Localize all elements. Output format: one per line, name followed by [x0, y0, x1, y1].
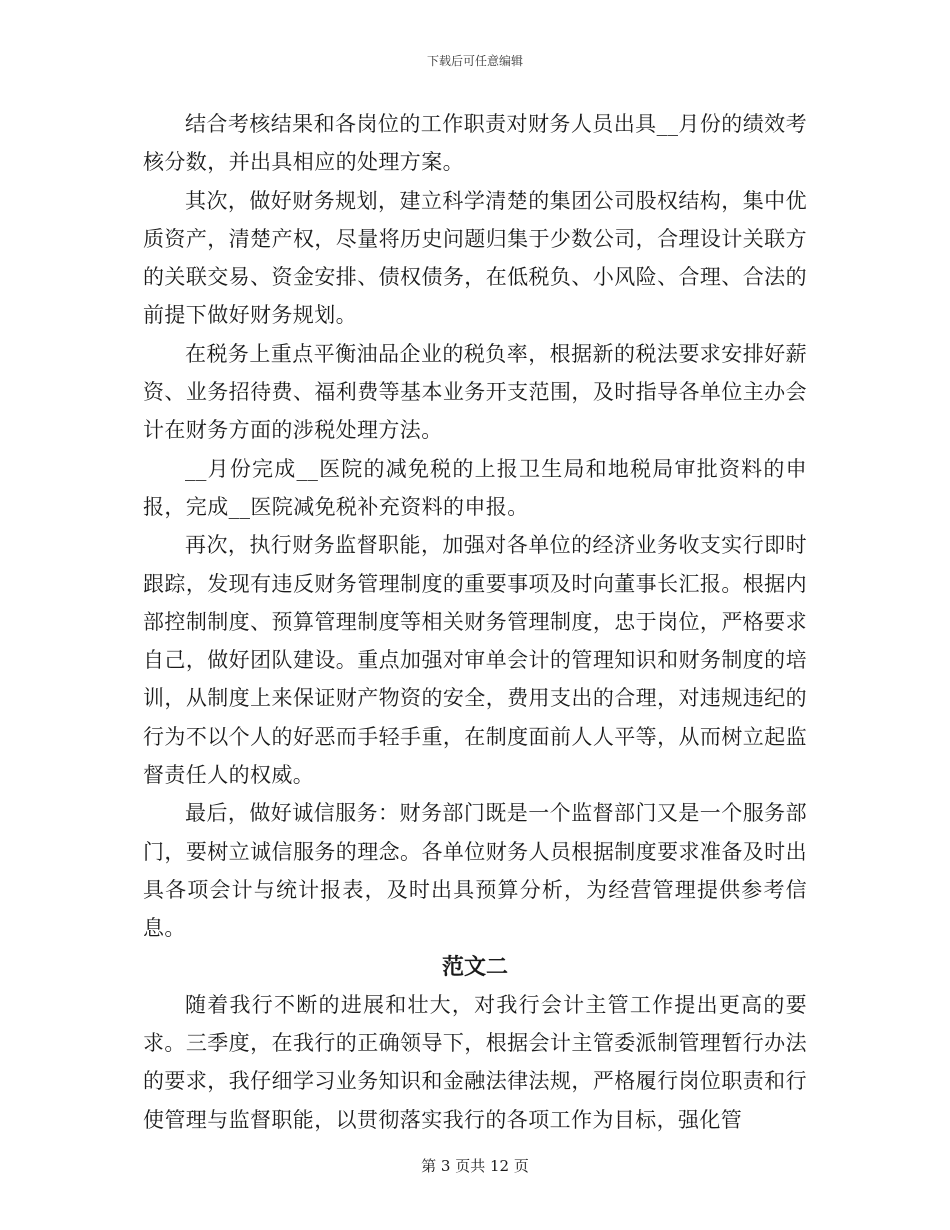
paragraph-7: 随着我行不断的进展和壮大，对我行会计主管工作提出更高的要求。三季度，在我行的正确领导下，根据会计主管委派制管理暂行办法的要求，我仔细学习业务知识和金融法律法规，严格履行岗位职责和行使管理与监督职能，以贯彻落实我行的各项工作为目标，强化管 [143, 992, 807, 1132]
paragraph-6: 最后，做好诚信服务：财务部门既是一个监督部门又是一个服务部门，要树立诚信服务的理念。各单位财务人员根据制度要求准备及时出具各项会计与统计报表，及时出具预算分析，为经营管理提供参考信息。 [143, 801, 807, 941]
document-body [143, 105, 807, 1139]
page-number: 第 3 页共 12 页 [421, 1157, 529, 1175]
paragraph-3: 在税务上重点平衡油品企业的税负率，根据新的税法要求安排好薪资、业务招待费、福利费等基本业务开支范围，及时指导各单位主办会计在财务方面的涉税处理方法。 [143, 341, 807, 443]
page-header: 下载后可任意编辑 [426, 54, 523, 68]
section-title: 范文二 [441, 953, 508, 980]
paragraph-2: 其次，做好财务规划，建立科学清楚的集团公司股权结构，集中优质资产，清楚产权，尽量将历史问题归集于少数公司，合理设计关联方的关联交易、资金安排、债权债务，在低税负、小风险、合理、合法的前提下做好财务规划。 [143, 188, 807, 328]
paragraph-4: __月份完成__医院的减免税的上报卫生局和地税局审批资料的申报，完成__医院减免税补充资料的申报。 [143, 456, 807, 519]
paragraph-5: 再次，执行财务监督职能，加强对各单位的经济业务收支实行即时跟踪，发现有违反财务管理制度的重要事项及时向董事长汇报。根据内部控制制度、预算管理制度等相关财务管理制度，忠于岗位，严格要求自己，做好团队建设。重点加强对审单会计的管理知识和财务制度的培训，从制度上来保证财产物资的安全，费用支出的合理，对违规违纪的行为不以个人的好恶而手轻手重，在制度面前人人平等，从而树立起监督责任人的权威。 [143, 533, 807, 788]
paragraph-1: 结合考核结果和各岗位的工作职责对财务人员出具__月份的绩效考核分数，并出具相应的处理方案。 [143, 112, 807, 175]
